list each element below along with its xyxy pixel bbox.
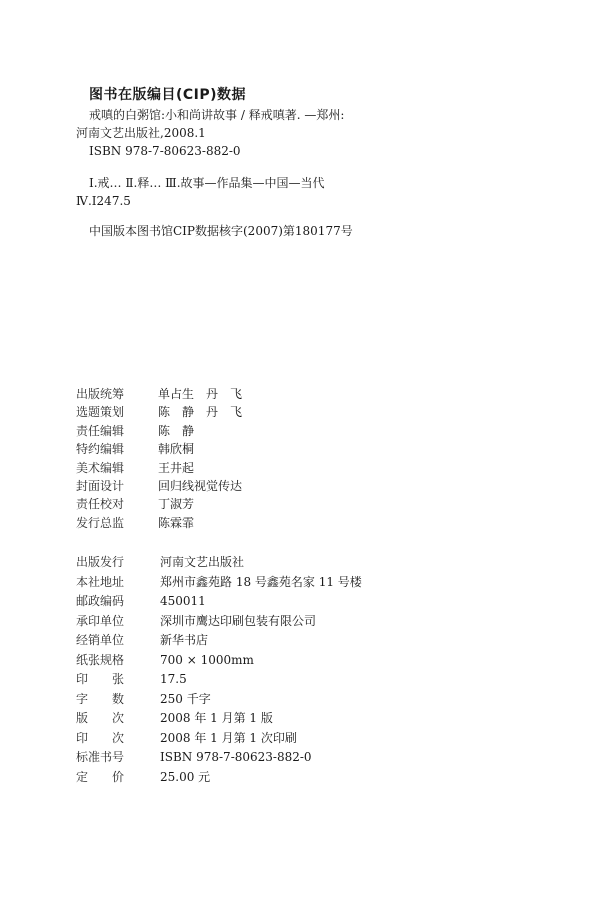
publication-value: 250 千字 (160, 691, 211, 706)
credit-value: 韩欣桐 (158, 442, 195, 457)
cip-record-number: 中国版本图书馆CIP数据核字(2007)第180177号 (89, 224, 353, 238)
publication-value: 25.00 元 (160, 769, 211, 784)
cip-description-line: 戒嗔的白粥馆:小和尚讲故事 / 释戒嗔著. —郑州: (89, 108, 345, 122)
publication-label: 承印单位 (76, 613, 125, 628)
credit-row (76, 514, 556, 532)
credit-label: 封面设计 (76, 478, 125, 493)
publication-label: 印 张 (76, 672, 125, 686)
credit-value: 陈霖霏 (158, 515, 195, 530)
credit-label: 发行总监 (76, 515, 125, 530)
cip-title: 图书在版编目(CIP)数据 (89, 87, 247, 103)
credit-label: 责任编辑 (76, 423, 125, 438)
cip-isbn-line: ISBN 978-7-80623-882-0 (89, 144, 241, 158)
publication-row (76, 651, 576, 671)
publication-row (76, 729, 576, 749)
credit-row (76, 495, 556, 513)
credit-value: 丁淑芳 (158, 497, 195, 512)
credits-list (76, 385, 556, 532)
publication-label: 版 次 (76, 711, 125, 725)
publication-row (76, 709, 576, 729)
publication-label: 邮政编码 (76, 594, 125, 608)
credit-value: 单占生 丹 飞 (158, 387, 243, 401)
publication-row (76, 612, 576, 632)
credit-row (76, 440, 556, 458)
publication-info (76, 553, 576, 787)
cip-subject-line: Ⅰ.戒… Ⅱ.释… Ⅲ.故事—作品集—中国—当代 (89, 176, 325, 190)
publication-value: 深圳市鹰达印刷包装有限公司 (160, 613, 317, 628)
publication-label: 印 次 (76, 730, 125, 745)
credit-value: 回归线视觉传达 (158, 478, 243, 493)
publication-value: 2008 年 1 月第 1 版 (160, 711, 273, 725)
credit-row (76, 422, 556, 440)
cip-publisher-line: 河南文艺出版社,2008.1 (76, 126, 206, 140)
publication-label: 经销单位 (76, 633, 125, 647)
publication-row (76, 670, 576, 690)
publication-value: 郑州市鑫苑路 18 号鑫苑名家 11 号楼 (160, 574, 362, 589)
credit-label: 美术编辑 (76, 460, 125, 475)
publication-label: 标准书号 (76, 750, 125, 764)
cip-block (76, 84, 576, 240)
credit-value: 王井起 (158, 460, 195, 475)
publication-row (76, 748, 576, 768)
publication-value: 2008 年 1 月第 1 次印刷 (160, 730, 297, 745)
publication-label: 纸张规格 (76, 652, 125, 667)
cip-classification-line: Ⅳ.I247.5 (76, 194, 131, 208)
credit-label: 责任校对 (76, 497, 125, 512)
publication-row (76, 592, 576, 612)
publication-row (76, 573, 576, 593)
credit-value: 陈 静 丹 飞 (158, 405, 243, 420)
publication-label: 字 数 (76, 691, 125, 706)
credit-label: 特约编辑 (76, 442, 125, 457)
credit-row (76, 459, 556, 477)
publication-label: 定 价 (76, 769, 125, 784)
credit-label: 出版统筹 (76, 387, 125, 401)
credit-row (76, 385, 556, 403)
publication-value: 17.5 (160, 672, 187, 686)
publication-value: 450011 (160, 594, 206, 608)
publication-value: 河南文艺出版社 (160, 555, 245, 569)
credit-value: 陈 静 (158, 423, 195, 438)
credit-row (76, 477, 556, 495)
publication-value: 新华书店 (160, 633, 209, 647)
credit-label: 选题策划 (76, 405, 125, 420)
publication-value: ISBN 978-7-80623-882-0 (160, 750, 312, 764)
publication-label: 本社地址 (76, 574, 125, 589)
publication-row (76, 631, 576, 651)
publication-label: 出版发行 (76, 555, 125, 569)
publication-row (76, 553, 576, 573)
publication-row (76, 768, 576, 788)
credit-row (76, 403, 556, 421)
publication-value: 700 × 1000mm (160, 652, 254, 667)
publication-row (76, 690, 576, 710)
